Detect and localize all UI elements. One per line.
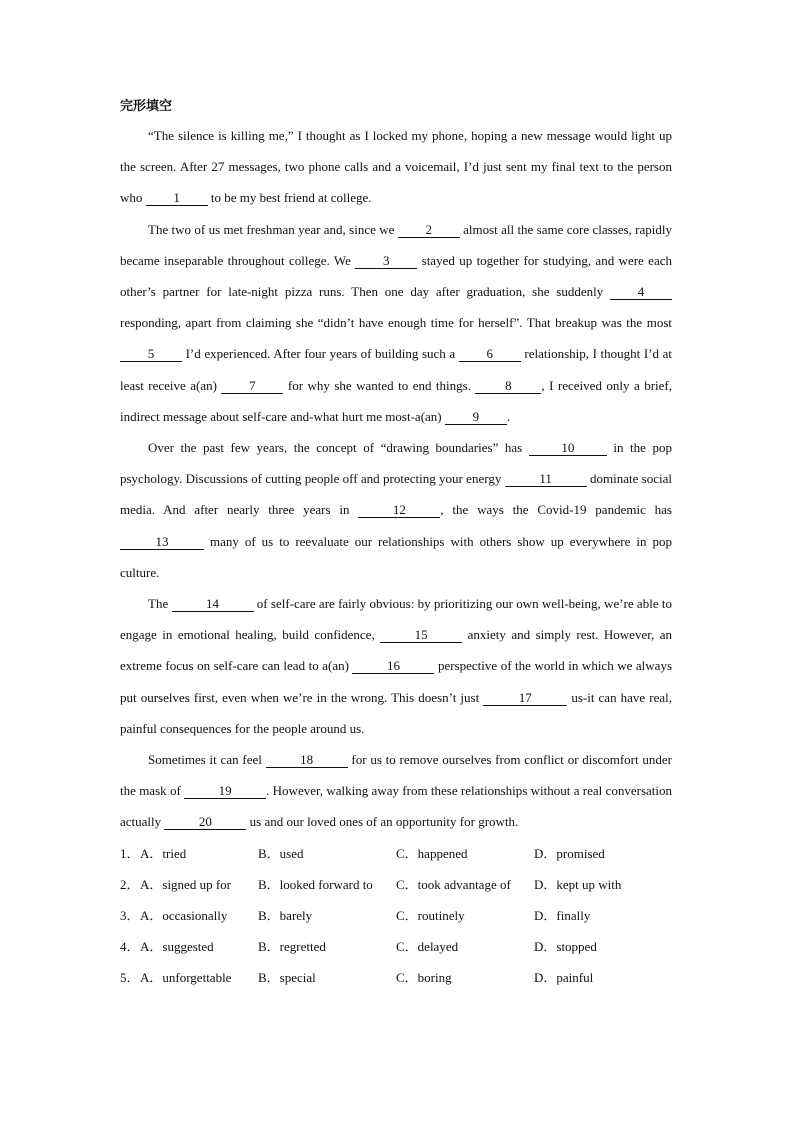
text-run: us-it can have real, painful consequences for the people around us.: [120, 689, 672, 736]
blank-6: 6: [459, 346, 521, 362]
option-c: C．took advantage of: [396, 876, 511, 892]
option-d: D．painful: [534, 970, 594, 986]
option-b: B．regretted: [258, 939, 326, 955]
option-b: B．barely: [258, 908, 313, 924]
question-number: 1．: [120, 845, 140, 861]
blank-14: 14: [172, 596, 254, 612]
paragraph-1: [120, 120, 672, 214]
text-run: perspective of the world in which we always put ourselves first, even when we’re in the wrong. This doesn’t just: [120, 658, 673, 705]
paragraph-4: [120, 588, 672, 744]
options-list: [120, 838, 672, 994]
option-b: B．looked forward to: [258, 876, 373, 892]
option-b: B．special: [258, 970, 316, 986]
blank-20: 20: [164, 814, 246, 830]
question-number: 5．: [120, 970, 140, 986]
text-run: responding, apart from claiming she “didn’t have enough time for herself”. That breakup was the most: [120, 315, 672, 331]
option-a: A．occasionally: [140, 908, 228, 924]
paragraph-2: [120, 214, 672, 432]
option-a: A．suggested: [140, 939, 214, 955]
text-run: , I received only a brief, indirect message about self-care and-what hurt me most-a(an): [120, 377, 672, 424]
text-run: almost all the same core classes, rapidly became inseparable throughout college. We: [120, 221, 672, 268]
text-run: dominate social media. And after nearly three years in: [120, 471, 673, 518]
option-d: D．stopped: [534, 939, 597, 955]
text-run: relationship, I thought I’d at least receive a(an): [120, 346, 673, 393]
blank-17: 17: [483, 690, 567, 706]
option-c: C．delayed: [396, 939, 459, 955]
text-run: . However, walking away from these relationships without a real conversation actually: [120, 783, 673, 830]
blank-16: 16: [352, 658, 434, 674]
blank-1: 1: [146, 190, 208, 206]
text-run: Sometimes it can feel: [148, 752, 266, 768]
option-row: [120, 869, 672, 900]
text-run: to be my best friend at college.: [207, 190, 372, 206]
blank-3: 3: [355, 253, 417, 269]
question-number: 4．: [120, 939, 140, 955]
blank-11: 11: [505, 471, 587, 487]
text-run: stayed up together for studying, and were each other’s partner for late-night pizza runs. Then one day after graduation, she suddenly: [120, 252, 672, 300]
option-a: A．signed up for: [140, 876, 231, 892]
text-run: I’d experienced. After four years of building such a: [182, 346, 459, 362]
text-run: in the pop psychology. Discussions of cutting people off and protecting your energy: [120, 440, 672, 487]
blank-9: 9: [445, 409, 507, 425]
option-row: [120, 900, 672, 931]
text-run: for why she wanted to end things.: [283, 377, 476, 393]
blank-8: 8: [475, 378, 541, 394]
blank-15: 15: [380, 627, 462, 643]
text-run: Over the past few years, the concept of “drawing boundaries” has: [148, 440, 529, 456]
blank-18: 18: [266, 752, 348, 768]
document-page: [120, 96, 672, 994]
text-run: “The silence is killing me,” I thought as I locked my phone, hoping a new message would light up the screen. After 27 messages, two phone calls and a voicemail, I’d just sent my final text to the person who: [120, 128, 672, 206]
blank-5: 5: [120, 346, 182, 362]
paragraph-3: [120, 432, 672, 588]
text-run: , the ways the Covid-19 pandemic has: [440, 502, 672, 518]
option-d: D．kept up with: [534, 876, 622, 892]
text-run: The two of us met freshman year and, since we: [148, 221, 398, 237]
option-a: A．tried: [140, 845, 187, 861]
question-number: 3．: [120, 908, 140, 924]
option-d: D．promised: [534, 845, 605, 861]
blank-19: 19: [184, 783, 266, 799]
blank-7: 7: [221, 378, 283, 394]
text-run: .: [506, 408, 511, 424]
option-a: A．unforgettable: [140, 970, 232, 986]
text-run: anxiety and simply rest. However, an extreme focus on self-care can lead to a(an): [120, 627, 673, 674]
text-run: many of us to reevaluate our relationships with others show up everywhere in pop culture.: [120, 533, 672, 580]
option-row: [120, 838, 672, 869]
option-b: B．used: [258, 845, 304, 861]
option-row: [120, 962, 672, 993]
question-number: 2．: [120, 876, 140, 892]
text-run: of self-care are fairly obvious: by prioritizing our own well-being, we’re able to engage in emotional healing, build confidence,: [120, 596, 672, 643]
blank-2: 2: [398, 222, 460, 238]
blank-13: 13: [120, 534, 204, 550]
paragraph-5: [120, 744, 672, 838]
option-c: C．boring: [396, 970, 452, 986]
blank-4: 4: [610, 284, 672, 300]
option-row: [120, 931, 672, 962]
blank-10: 10: [529, 440, 607, 456]
text-run: us and our loved ones of an opportunity for growth.: [246, 814, 519, 830]
text-run: for us to remove ourselves from conflict or discomfort under the mask of: [120, 752, 672, 799]
option-c: C．routinely: [396, 908, 465, 924]
option-c: C．happened: [396, 845, 468, 861]
blank-12: 12: [358, 502, 440, 518]
text-run: The: [148, 596, 172, 612]
option-d: D．finally: [534, 908, 591, 924]
section-title: 完形填空: [120, 99, 173, 114]
